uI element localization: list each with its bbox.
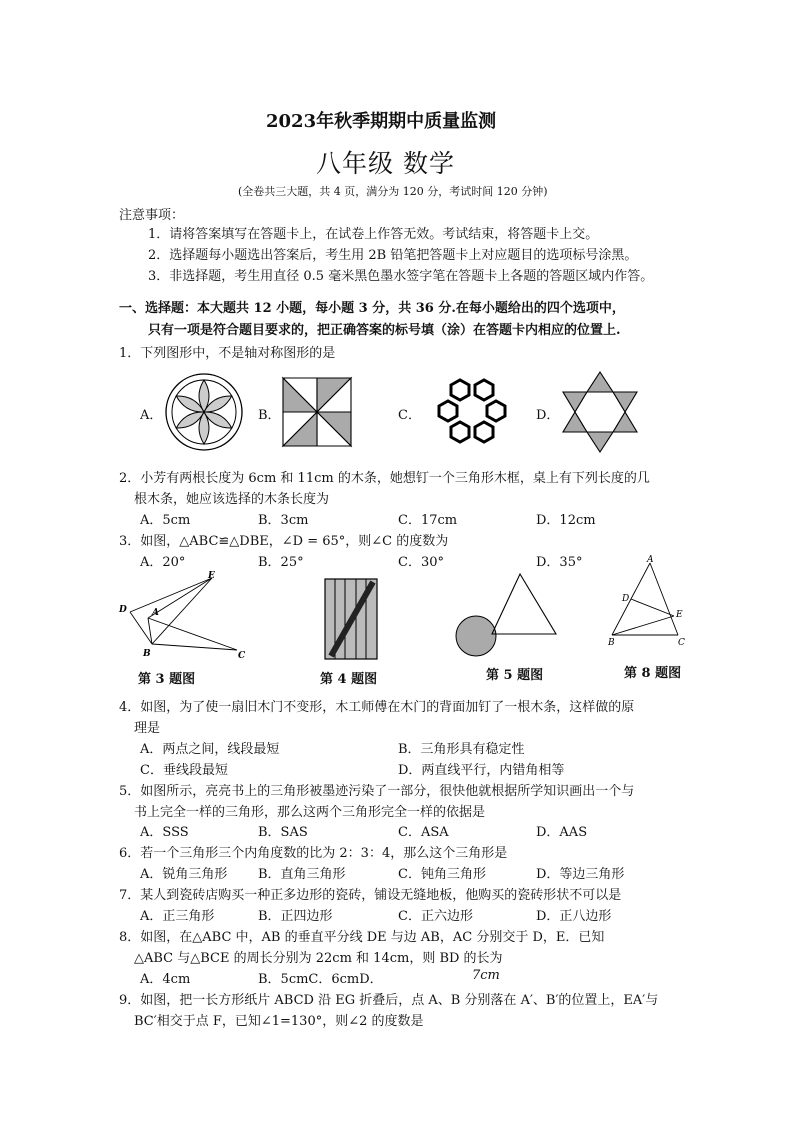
section-heading: 一、选择题：本大题共 12 小题，每小题 3 分，共 36 分.在每小题给出的四个选项中， bbox=[119, 301, 625, 316]
q7-option-b: B．正四边形 bbox=[258, 909, 333, 924]
q2-option-c: C．17cm bbox=[398, 513, 458, 528]
hexagon-ring-figure bbox=[422, 372, 516, 452]
q4-door-figure bbox=[324, 578, 378, 660]
q7-stem: 7．某人到瓷砖店购买一种正多边形的瓷砖，铺设无缝地板，他购买的瓷砖形状不可以是 bbox=[119, 888, 622, 903]
q3-option-b: B．25° bbox=[258, 555, 304, 570]
q6-option-d: D．等边三角形 bbox=[536, 867, 625, 882]
q4-option-d: D．两直线平行，内错角相等 bbox=[398, 763, 565, 778]
fig8-label-d: D bbox=[622, 594, 630, 604]
q5-stem-cont: 书上完全一样的三角形，那么这两个三角形完全一样的依据是 bbox=[134, 805, 486, 820]
exam-info: (全卷共三大题，共 4 页，满分为 120 分，考试时间 120 分钟) bbox=[238, 185, 548, 198]
q4-option-b: B．三角形具有稳定性 bbox=[398, 742, 525, 757]
q3-option-a: A．20° bbox=[140, 555, 186, 570]
q7-option-a: A．正三角形 bbox=[140, 909, 215, 924]
q2-option-a: A．5cm bbox=[140, 513, 191, 528]
q6-option-a: A．锐角三角形 bbox=[140, 867, 228, 882]
q7-option-c: C．正六边形 bbox=[398, 909, 473, 924]
q5-stem: 5．如图所示，亮亮书上的三角形被墨迹污染了一部分，很快他就根据所学知识画出一个与 bbox=[119, 784, 635, 799]
q4-option-a: A．两点之间，线段最短 bbox=[140, 742, 280, 757]
fig3-label-c: C bbox=[238, 651, 246, 661]
q3-figure bbox=[112, 572, 252, 662]
q5-option-c: C．ASA bbox=[398, 825, 449, 840]
q5-option-a: A．SSS bbox=[140, 825, 189, 840]
fig8-label-c: C bbox=[678, 638, 685, 648]
q5-option-b: B．SAS bbox=[258, 825, 308, 840]
fig8-label-e: E bbox=[676, 610, 683, 620]
q1-label-c: C． bbox=[398, 408, 421, 423]
caption-fig5: 第 5 题图 bbox=[486, 668, 544, 683]
fig3-label-d: D bbox=[119, 605, 127, 615]
q6-option-c: C．钝角三角形 bbox=[398, 867, 486, 882]
notice-heading: 注意事项： bbox=[119, 208, 185, 223]
q5-option-d: D．AAS bbox=[536, 825, 588, 840]
fig3-label-e: E bbox=[208, 571, 215, 581]
q1-label-a: A． bbox=[140, 408, 163, 423]
fig8-label-a: A bbox=[647, 555, 654, 565]
q8-stem-cont: △ABC 与△BCE 的周长分别为 22cm 和 14cm，则 BD 的长为 bbox=[134, 951, 503, 966]
q9-stem: 9．如图，把一长方形纸片 ABCD 沿 EG 折叠后，点 A、B 分别落在 A′、B′的位置上，EA′与 bbox=[119, 993, 659, 1008]
q6-stem: 6．若一个三角形三个内角度数的比为 2：3：4，那么这个三角形是 bbox=[119, 846, 508, 861]
q5-figure bbox=[452, 572, 560, 664]
q2-stem: 2．小芳有两根长度为 6cm 和 11cm 的木条，她想钉一个三角形木框，桌上有下列长度的几 bbox=[119, 471, 650, 486]
q2-stem-cont: 根木条，她应该选择的木条长度为 bbox=[134, 492, 330, 507]
q6-option-b: B．直角三角形 bbox=[258, 867, 346, 882]
q4-stem-cont: 理是 bbox=[134, 721, 161, 736]
pinwheel-figure bbox=[280, 375, 354, 449]
fig8-label-b: B bbox=[608, 638, 615, 648]
notice-item: 1．请将答案填写在答题卡上，在试卷上作答无效。考试结束，将答题卡上交。 bbox=[148, 227, 599, 242]
q1-label-d: D． bbox=[536, 408, 560, 423]
q3-option-c: C．30° bbox=[398, 555, 444, 570]
q2-option-d: D．12cm bbox=[536, 513, 596, 528]
q4-stem: 4．如图，为了使一扇旧木门不变形，木工师傅在木门的背面加钉了一根木条，这样做的原 bbox=[119, 700, 635, 715]
q3-option-d: D．35° bbox=[536, 555, 583, 570]
q2-option-b: B．3cm bbox=[258, 513, 309, 528]
q1-stem: 1．下列图形中，不是轴对称图形的是 bbox=[119, 346, 336, 361]
q1-label-b: B． bbox=[258, 408, 281, 423]
notice-item: 2．选择题每小题选出答案后，考生用 2B 铅笔把答题卡上对应题目的选项标号涂黑。 bbox=[148, 248, 638, 263]
q8-option-a: A．4cm bbox=[140, 972, 191, 987]
exam-subtitle: 八年级 数学 bbox=[316, 149, 455, 178]
q3-stem: 3．如图，△ABC≌△DBE，∠D = 65°，则∠C 的度数为 bbox=[119, 534, 449, 549]
q9-stem-cont: BC′相交于点 F，已知∠1=130°，则∠2 的度数是 bbox=[134, 1014, 424, 1029]
q8-stem: 8．如图，在△ABC 中，AB 的垂直平分线 DE 与边 AB，AC 分别交于 D，E．已知 bbox=[119, 930, 605, 945]
q8-figure bbox=[600, 555, 690, 650]
fig3-label-a: A bbox=[152, 608, 159, 618]
caption-fig4: 第 4 题图 bbox=[320, 672, 378, 687]
flower-figure bbox=[164, 372, 244, 452]
notice-item: 3．非选择题，考生用直径 0.5 毫米黑色墨水签字笔在答题卡上各题的答题区域内作答。 bbox=[148, 269, 654, 284]
q8-option-bcd: B．5cmC．6cmD． bbox=[258, 972, 383, 987]
q8-option-d-value: 7cm bbox=[472, 968, 500, 983]
star-figure bbox=[560, 370, 640, 454]
fig3-label-b: B bbox=[143, 649, 151, 659]
caption-fig8: 第 8 题图 bbox=[624, 666, 682, 681]
caption-fig3: 第 3 题图 bbox=[138, 672, 196, 687]
exam-title: 2023年秋季期期中质量监测 bbox=[266, 111, 497, 132]
section-heading-cont: 只有一项是符合题目要求的，把正确答案的标号填（涂）在答题卡内相应的位置上. bbox=[148, 323, 621, 338]
q4-option-c: C．垂线段最短 bbox=[140, 763, 228, 778]
q7-option-d: D．正八边形 bbox=[536, 909, 612, 924]
